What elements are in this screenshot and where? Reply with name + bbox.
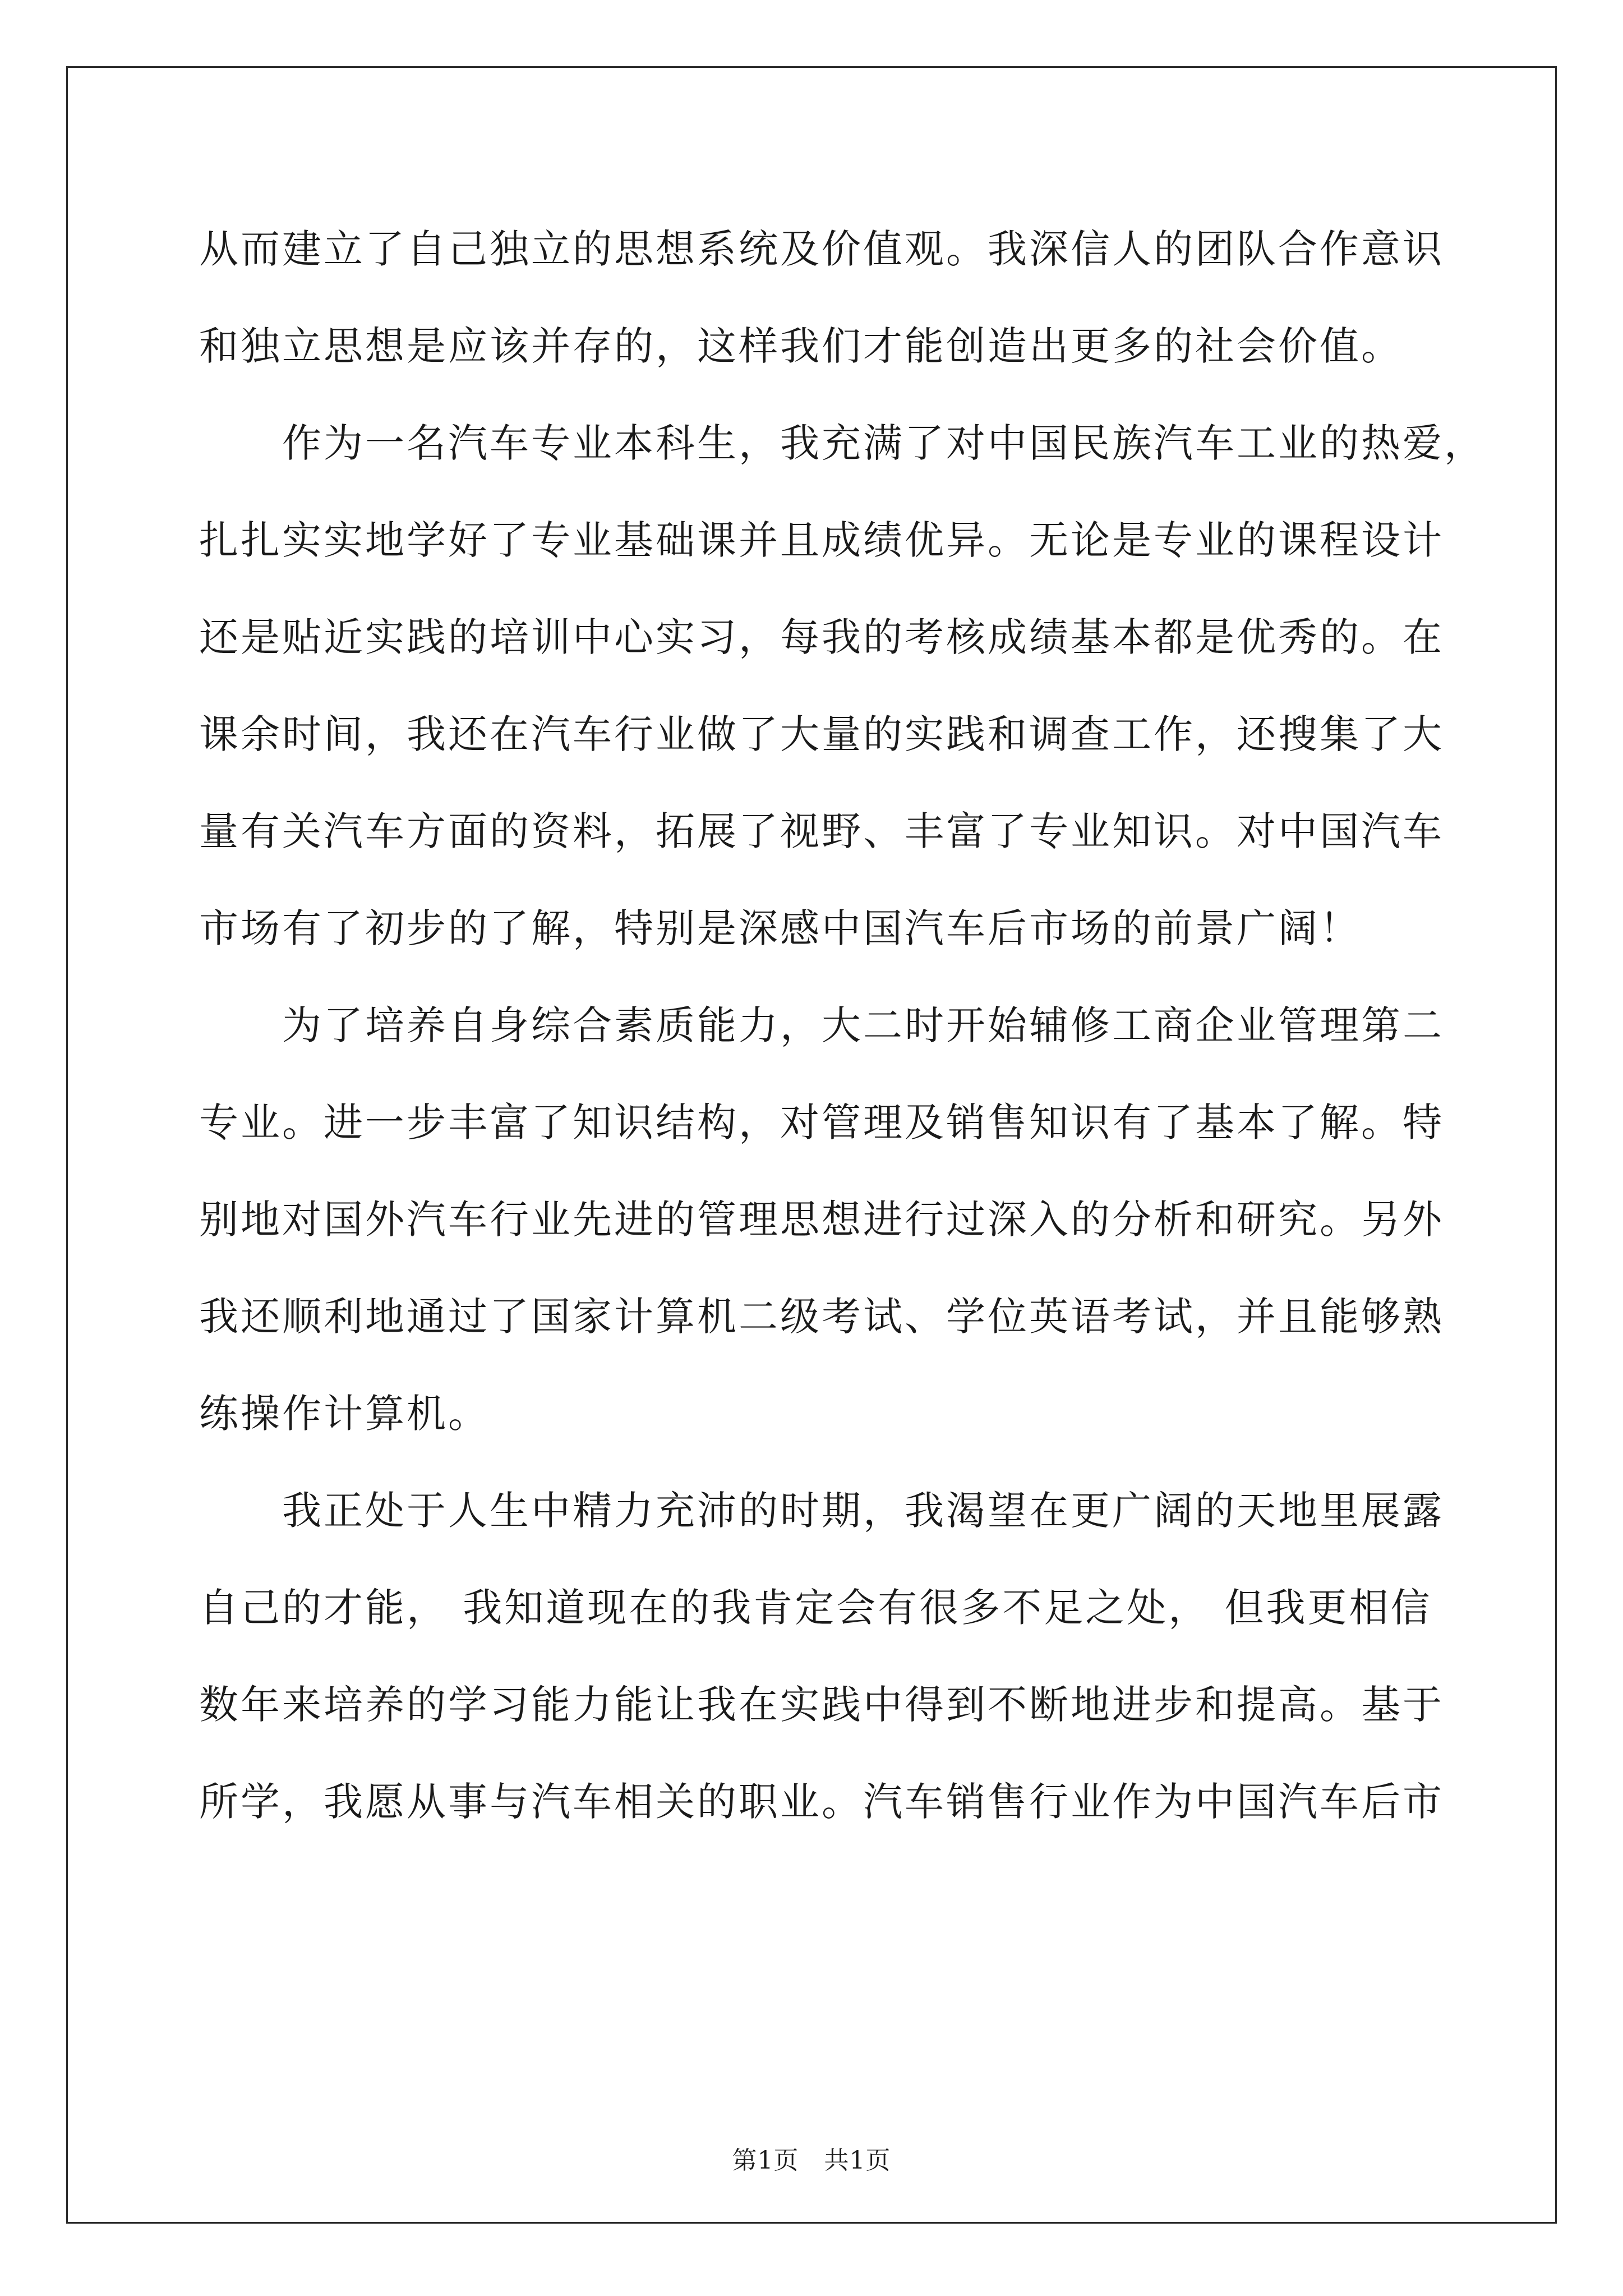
text-line: 量有关汽车方面的资料，拓展了视野、丰富了专业知识。对中国汽车 (199, 808, 1444, 854)
text-line: 市场有了初步的了解，特别是深感中国汽车后市场的前景广阔！ (199, 905, 1361, 951)
text-line: 和独立思想是应该并存的，这样我们才能创造出更多的社会价值。 (199, 323, 1403, 369)
page-footer: 第1页 共1页 (732, 2146, 891, 2175)
text-line: 我正处于人生中精力充沛的时期，我渴望在更广阔的天地里展露 (282, 1488, 1444, 1534)
text-line: 数年来培养的学习能力能让我在实践中得到不断地进步和提高。基于 (199, 1682, 1444, 1728)
text-line: 作为一名汽车专业本科生，我充满了对中国民族汽车工业的热爱， (282, 420, 1486, 466)
text-line: 自己的才能， 我知道现在的我肯定会有很多不足之处， 但我更相信 (199, 1585, 1432, 1631)
text-line: 为了培养自身综合素质能力，大二时开始辅修工商企业管理第二 (282, 1002, 1444, 1048)
text-line: 别地对国外汽车行业先进的管理思想进行过深入的分析和研究。另外 (199, 1197, 1444, 1243)
text-line: 所学，我愿从事与汽车相关的职业。汽车销售行业作为中国汽车后市 (199, 1779, 1444, 1825)
text-line: 从而建立了自己独立的思想系统及价值观。我深信人的团队合作意识 (199, 226, 1444, 272)
text-line: 还是贴近实践的培训中心实习，每我的考核成绩基本都是优秀的。在 (199, 614, 1444, 660)
document-body (199, 201, 1486, 1851)
text-line: 扎扎实实地学好了专业基础课并且成绩优异。无论是专业的课程设计 (199, 517, 1444, 563)
text-line: 课余时间，我还在汽车行业做了大量的实践和调查工作，还搜集了大 (199, 711, 1444, 757)
text-line: 练操作计算机。 (199, 1391, 490, 1437)
text-line: 专业。进一步丰富了知识结构，对管理及销售知识有了基本了解。特 (199, 1099, 1444, 1145)
text-line: 我还顺利地通过了国家计算机二级考试、学位英语考试，并且能够熟 (199, 1294, 1444, 1340)
